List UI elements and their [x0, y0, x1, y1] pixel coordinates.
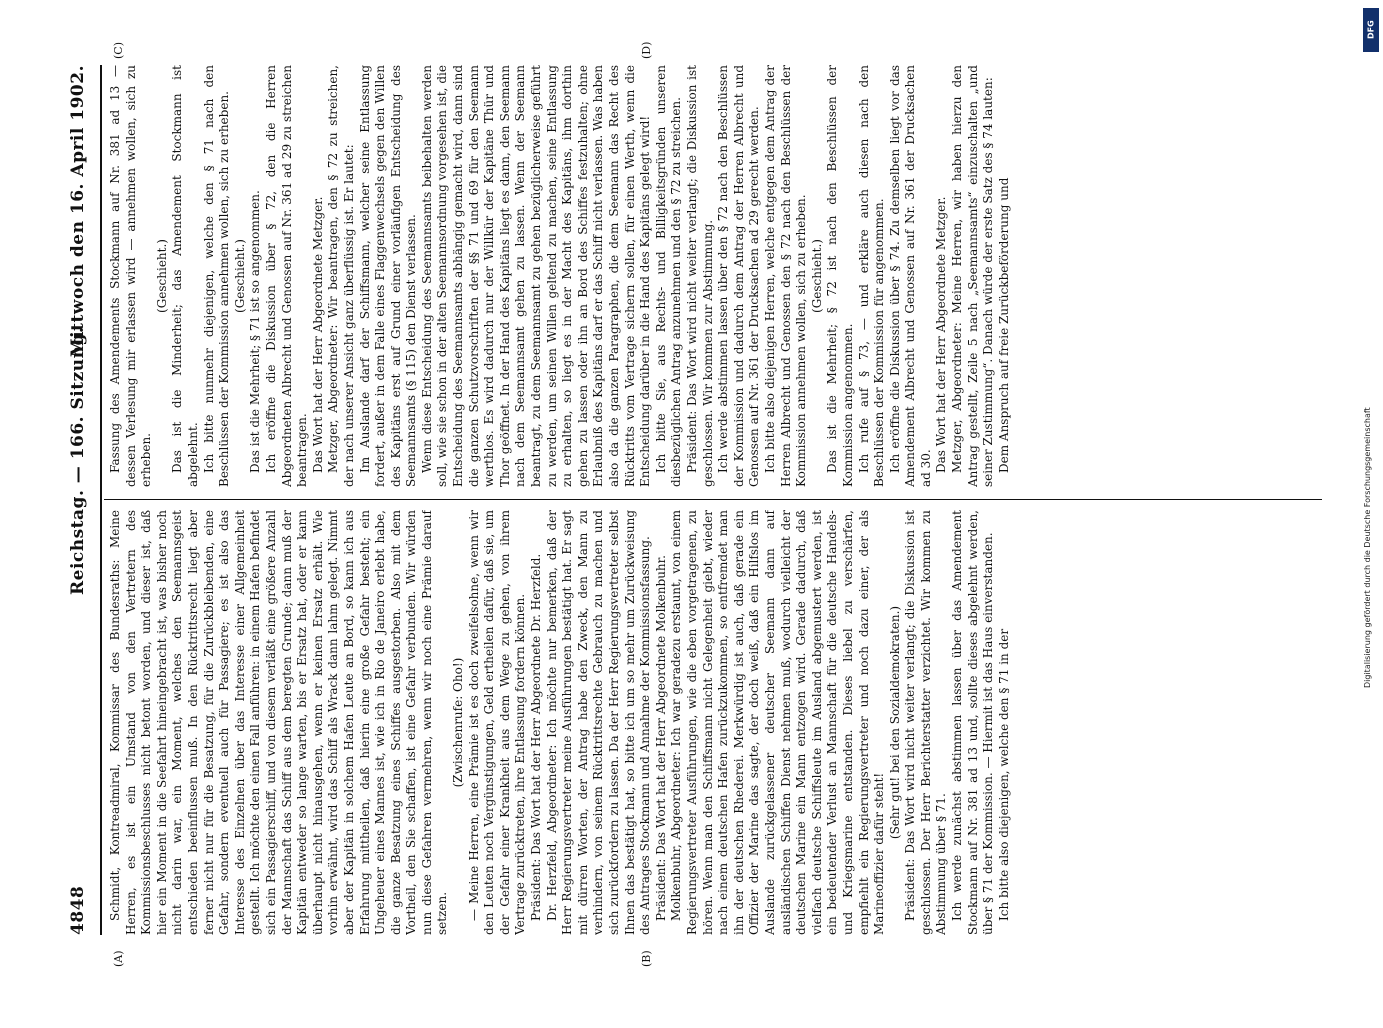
page-header: [62, 65, 96, 935]
page-date: Mittwoch den 16. April 1902.: [67, 65, 88, 358]
paragraph: Das ist die Mehrheit; § 71 ist so angenommen.: [247, 190, 262, 473]
paragraph: Metzger, Abgeordneter: Wir beantragen, den § 72 zu streichen, der nach unserer Ansicht ganz überflüssig ist. Er lautet:: [325, 65, 356, 487]
paragraph: Das Wort hat der Herr Abgeordnete Metzger.: [310, 196, 325, 473]
paragraph: (Zwischenrufe: Oho!): [450, 657, 465, 788]
paragraph: Fassung des Amendements Stockmann auf Nr. 381 ad 13 — dessen Verlesung mir erlassen wird — annehmen wollen, sich zu erheben.: [107, 65, 153, 487]
paragraph: Das ist die Mehrheit; § 72 ist nach den Beschlüssen der Kommission angenommen.: [824, 65, 855, 487]
paragraph: Ich werde zunächst abstimmen lassen über das Amendement Stockmann auf Nr. 381 ad 13 und, sollte dieses abgelehnt werden, über § 71 der Kommission. — Hiermit ist das Haus einverstanden.: [949, 510, 995, 935]
paragraph: Dem Anspruch auf freie Zurückbeförderung und: [996, 177, 1011, 473]
paragraph: (Geschieht.): [809, 239, 824, 313]
margin-mark-a: (A): [111, 950, 125, 967]
paragraph: Dr. Herzfeld, Abgeordneter: Ich möchte nur bemerken, daß der Herr Regierungsvertreter meine Ausführungen bestätigt hat. Er sagt mit dürren Worten, der Antrag habe den Zweck, den Mann zu verhindern, von seinem Rücktrittsrechte Gebrauch zu machen und sich zurückfordern zu lassen. Da der Herr Regierungsvertreter selbst Ihnen das bestätigt hat, so bitte ich um so mehr um Zurückweisung des Antrages Stockmann und Annahme der Kommissionsfassung.: [544, 510, 652, 935]
margin-mark-b: (B): [639, 950, 653, 967]
paragraph: Ich bitte also diejenigen, welche den § 71 in der: [996, 628, 1011, 921]
paragraph: Ich eröffne die Diskussion über § 72, den die Herren Abgeordneten Albrecht und Genossen auf Nr. 361 ad 29 zu streichen beantragen.: [263, 65, 309, 487]
paragraph: Wenn diese Entscheidung des Seemannsamts beibehalten werden soll, wie sie schon in der alten Seemannsordnung vorgesehen ist, die Entscheidung des Seemannsamts abhängig gemacht wird, dann sind die ganzen Schutzvorschriften der §§ 71 und 69 für den Seemann werthlos. Es wird dadurch nur der Willkür der Kapitäne Thür und Thor geöffnet. In der Hand des Kapitäns liegt es dann, den Seemann nach dem Seemannsamt gehen zu lassen. Wenn der Seemann beantragt, zu dem Seemannsamt zu gehen bezüglicherweise geführt zu werden, um seinen Willen geltend zu machen, seine Entlassung zu erhalten, so liegt es in der Macht des Kapitäns, ihm dorthin gehen zu lassen oder ihn an Bord des Schiffes festzuhalten; ohne Erlaubniß des Kapitäns darf er das Schiff nicht verlassen. Was haben also da die ganzen Paragraphen, die dem Seemann das Recht des Rücktritts vom Vertrage sichern sollen, für einen Werth, wenn die Entscheidung darüber in die Hand des Kapitäns gelegt wird!: [419, 65, 652, 487]
paragraph: (Geschieht.): [232, 239, 247, 313]
paragraph: Schmidt, Kontreadmiral, Kommissar des Bundesraths: Meine Herren, es ist ein Umstand von den Vertretern des Kommissionsbeschlusses nicht betont worden, und dieser ist, daß hier ein Moment in die Seefahrt hineingebracht ist, was bisher noch nicht darin war, ein Moment, welches den Seemannsgeist entschieden beeinflussen muß. In den Rücktrittsrecht liegt aber ferner nicht nur für die Besatzung, für die Zurückbleibenden, eine Gefahr, sondern eventuell auch für Passagiere; es ist also das Interesse des Einzelnen über das Interesse einer Allgemeinheit gestellt. Ich möchte den einen Fall anführen: in einem Hafen befindet sich ein Passagierschiff, und von diesem verläßt eine größere Anzahl der Mannschaft das Schiff aus dem beregten Grunde; dann muß der Kapitän entweder so lange warten, bis er Ersatz hat, oder er kann überhaupt nicht hinausgehen, wenn er keinen Ersatz erhält. Wie vorhin erwähnt, wird das Schiff als Wrack dann lahm gelegt. Nimmt aber der Kapitän in solchem Hafen Leute an Bord, so kann ich aus Erfahrung mittheilen, daß hierin eine große Gefahr besteht; ein Ungeheuer eines Mannes ist, wie ich in Rio de Janeiro erlebt habe, die ganze Besatzung eines Schiffes ausgestorben. Also mit dem Vortheil, den Sie schaffen, ist eine Gefahr verbunden. Wir würden nun diese Gefahren vermehren, wenn wir noch eine Prämie darauf setzen.: [107, 510, 449, 935]
credit-text: Digitalisierung gefördert durch die Deutsche Forschungsgemeinschaft: [1363, 407, 1372, 689]
margin-mark-c: (C): [111, 42, 125, 59]
paragraph: Präsident: Das Wort hat der Herr Abgeordnete Molkenbuhr.: [653, 555, 668, 921]
paragraph: Ich bitte nunmehr diejenigen, welche den § 71 nach den Beschlüssen der Kommission annehmen wollen, sich zu erheben.: [201, 65, 231, 487]
paragraph: Molkenbuhr, Abgeordneter: Ich war geradezu erstaunt, von einem Regierungsvertreter Ausführungen, wie die eben vorgetragenen, zu hören. Wenn man den Schiffsmann nicht Gelegenheit giebt, wieder nach einem deutschen Hafen zurückzukommen, so entfremdet man ihn der deutschen Rhederei. Merkwürdig ist auch, daß gerade ein Offizier der Marine das sagte, der doch weiß, daß ein Hilfslos im Auslande zurückgelassener deutscher Seemann dann auf ausländischen Schiffen Dienst nehmen muß, wodurch vielleicht der deutschen Marine ein Mann entzogen wird. Gerade dadurch, daß vielfach deutsche Schiffsleute im Ausland abgemustert werden, ist ein bedeutender Verlust an Mannschaft für die deutsche Handels- und Kriegsmarine entstanden. Dieses liebel zu verschärfen, empfiehlt ein Regierungsvertreter und noch dazu einer, der als Marineoffizier dafür steht!: [668, 510, 886, 935]
quoted-paragraph: Im Auslande darf der Schiffsmann, welcher seine Entlassung fordert, außer in dem Falle eines Flaggenwechsels gegen den Willen des Kapitäns erst auf Grund einer vorläufigen Entscheidung des Seemannsamts (§ 115) den Dienst verlassen.: [357, 65, 418, 487]
paragraph: — Meine Herren, eine Prämie ist es doch zweifelsohne, wenn wir den Leuten noch Vergünstigungen, Geld ertheilen dafür, daß sie, um der Gefahr einer Krankheit aus dem Wege zu gehen, von ihrem Vertrage zurücktreten, ihre Entlassung fordern können.: [466, 510, 527, 935]
digitization-credit: [1363, 8, 1379, 998]
paragraph: Ich bitte also diejenigen Herren, welche entgegen dem Antrag der Herren Albrecht und Genossen den § 72 nach den Beschlüssen der Kommission annehmen wollen, sich zu erheben.: [762, 65, 808, 487]
paragraph: Ich rufe auf § 73, — und erkläre auch diesen nach den Beschlüssen der Kommission für angenommen.: [856, 65, 886, 487]
paragraph: Das Wort hat der Herr Abgeordnete Metzger.: [933, 196, 948, 473]
paragraph: Ich eröffne die Diskussion über § 74. Zu demselben liegt vor das Amendement Albrecht und Genossen auf Nr. 361 der Drucksachen ad 30.: [887, 65, 933, 487]
margin-mark-d: (D): [639, 41, 653, 59]
paragraph: Metzger, Abgeordneter: Meine Herren, wir haben hierzu den Antrag gestellt, Zeile 5 nach „Seemannsamts“ einzuschalten „und seiner Zustimmung“. Danach würde der erste Satz des § 74 lauten:: [949, 65, 995, 487]
paragraph: (Geschieht.): [154, 239, 169, 313]
header-rule: [100, 65, 102, 935]
left-text-column: [108, 510, 1322, 935]
dfg-logo: DFG: [1363, 8, 1379, 52]
paragraph: Präsident: Das Wort wird nicht weiter verlangt; die Diskussion ist geschlossen. Wir kommen zur Abstimmung.: [684, 65, 715, 487]
paragraph: Präsident: Das Wort wird nicht weiter verlangt; die Diskussion ist geschlossen. Der Herr Berichterstatter verzichtet. Wir kommen zu Abstimmung über § 71.: [902, 510, 948, 935]
page-number: 4848: [67, 885, 88, 935]
column-divider: [104, 499, 1322, 500]
page-title: Reichstag. — 166. Sitzung.: [67, 326, 88, 595]
rotated-document-page: [42, 35, 1342, 965]
paragraph: Das ist die Minderheit; das Amendement Stockmann ist abgelehnt.: [169, 65, 200, 487]
paragraph: (Sehr gut! bei den Sozialdemokraten.): [887, 605, 902, 840]
paragraph: Präsident: Das Wort hat der Herr Abgeordnete Dr. Herzfeld.: [528, 553, 543, 921]
paragraph: Ich werde abstimmen lassen über den § 72 nach den Beschlüssen der Kommission und dadurch dem Antrag der Herren Albrecht und Genossen auf Nr. 361 der Drucksachen ad 29 gerecht werden.: [715, 65, 761, 487]
paragraph: Ich bitte Sie, aus Rechts- und Billigkeitsgründen unseren diesbezüglichen Antrag anzunehmen und den § 72 zu streichen.: [653, 65, 683, 487]
right-text-column: [108, 65, 1322, 487]
